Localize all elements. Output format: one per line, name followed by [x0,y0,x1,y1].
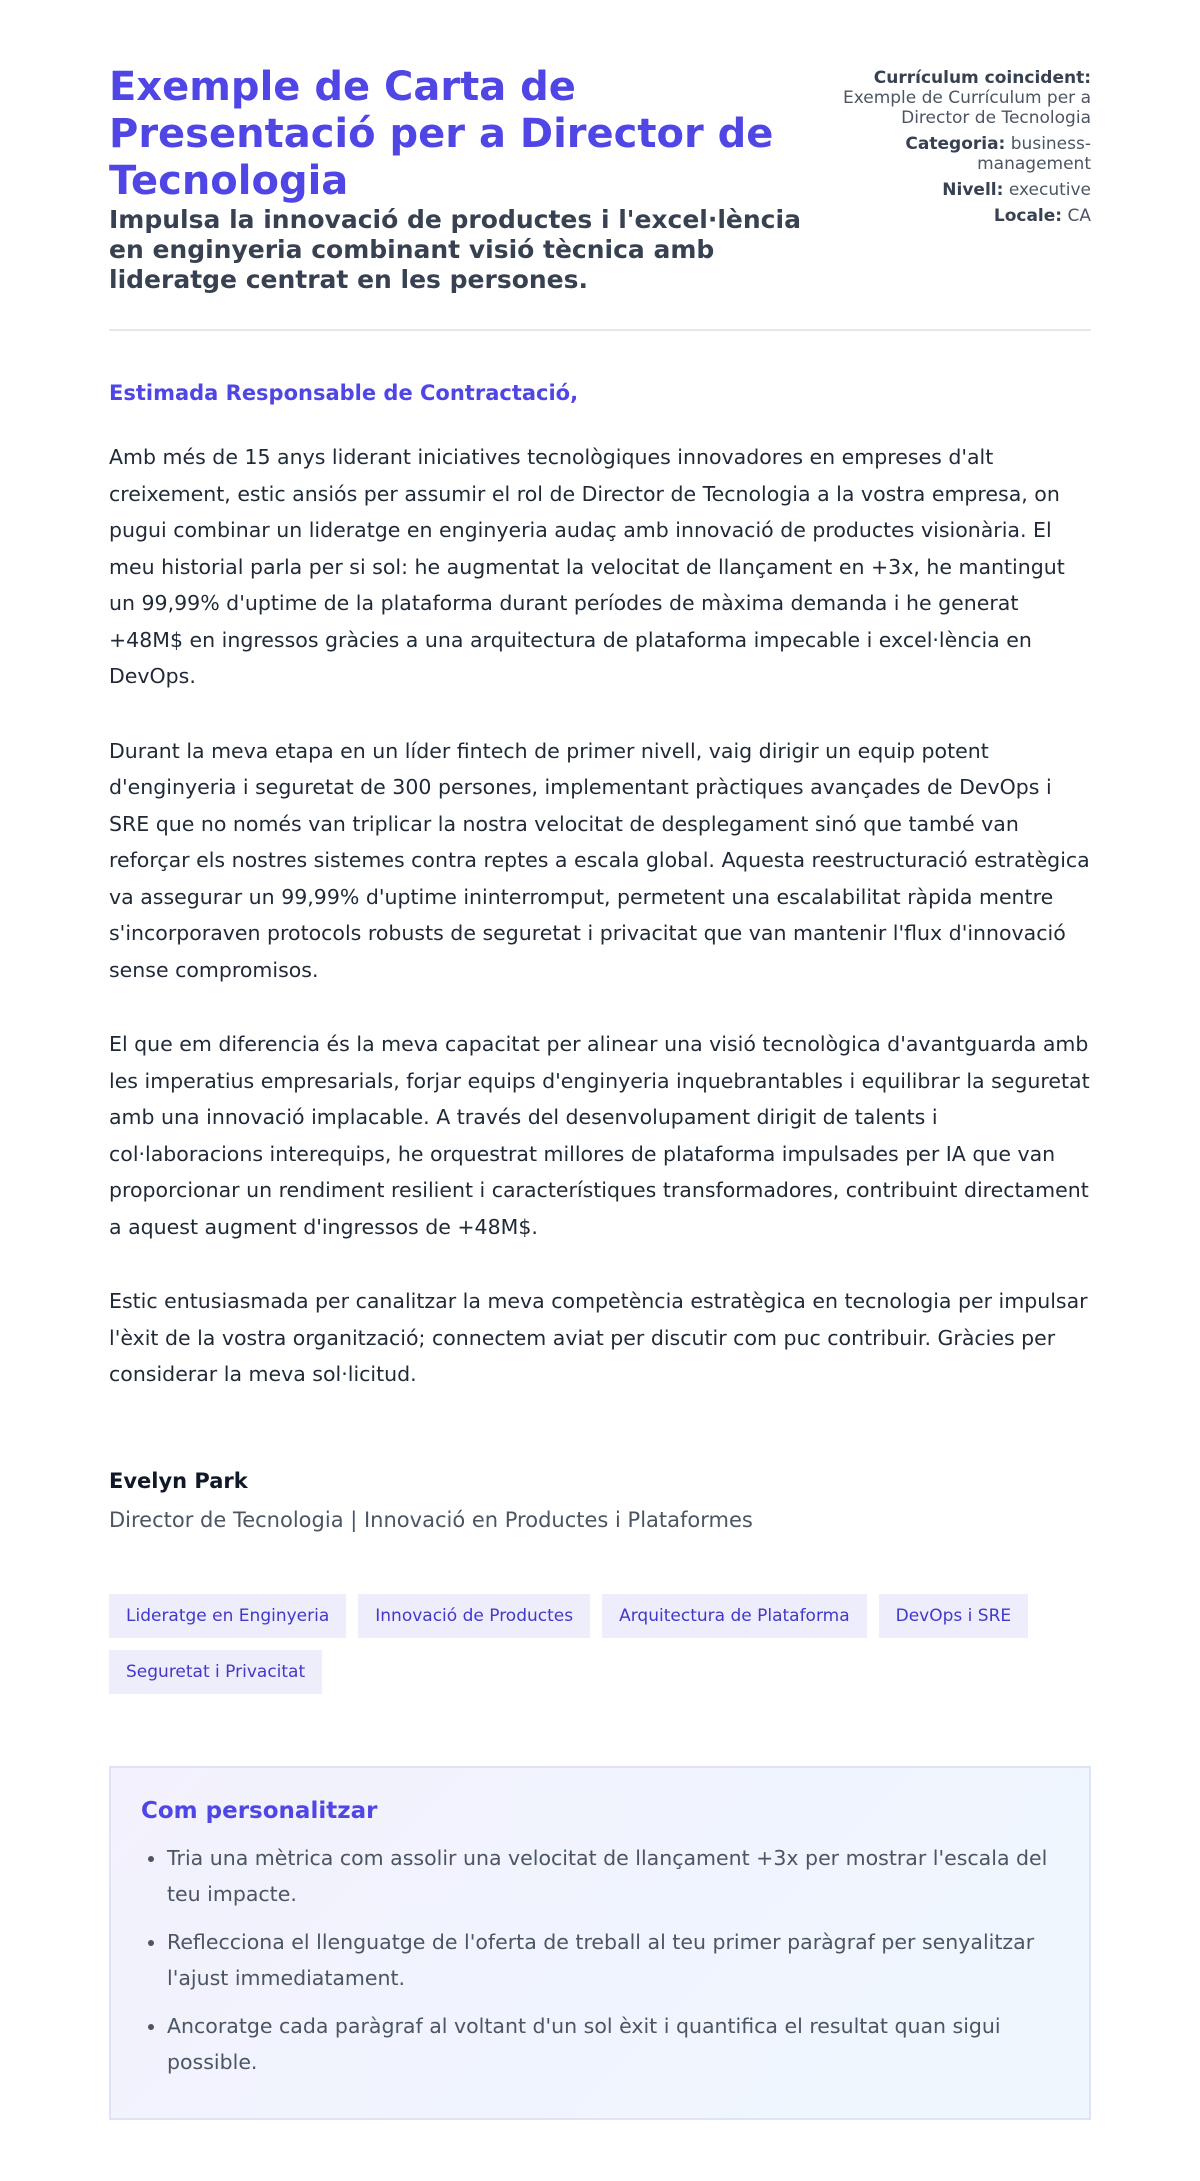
customization-tips-box [109,1766,1091,2120]
letter-paragraph: Estic entusiasmada per canalitzar la meva competència estratègica en tecnologia per impulsar l'èxit de la vostra organització; connectem aviat per discutir com puc contribuir. Gràcies per considerar la meva sol·licitud. [109,1289,1088,1386]
meta-resume-label: Currículum coincident: [873,68,1091,88]
skill-tag: Lideratge en Enginyeria [109,1594,346,1638]
tips-list-item: • Reflecciona el llenguatge de l'oferta de treball al teu primer paràgraf per senyalitzar l'ajust immediatament. [167,1924,1059,1996]
page-subtitle: Impulsa la innovació de productes i l'excel·lència en enginyeria combinant visió tècnica amb lideratge centrat en les persones. [109,205,801,294]
tips-list [141,1840,1059,2080]
letter-paragraph: El que em diferencia és la meva capacitat per alinear una visió tecnològica d'avantguarda amb les imperatius empresarials, forjar equips d'enginyeria inquebrantables i equilibrar la seguretat amb una innovació implacable. A través del desenvolupament dirigit de talents i col·laboracions interequips, he orquestrat millores de plataforma impulsades per IA que van proporcionar un rendiment resilient i característiques transformadores, contribuint directament a aquest augment d'ingressos de +48M$. [109,1032,1090,1239]
letter-body [109,439,1091,1393]
tips-title: Com personalitzar [141,1797,378,1824]
page-title: Exemple de Carta de Presentació per a Director de Tecnologia [109,64,774,204]
meta-matching-resume [821,68,1091,128]
meta-locale-value: CA [1067,206,1091,226]
meta-resume-link[interactable]: Exemple de Currículum per a Director de Tecnologia [842,88,1091,128]
signature-name: Evelyn Park [109,1468,248,1493]
meta-category [821,134,1091,174]
letter-paragraph: Amb més de 15 anys liderant iniciatives tecnològiques innovadores en empreses d'alt creixement, estic ansiós per assumir el rol de Director de Tecnologia a la vostra empresa, on pugui combinar un lideratge en enginyeria audaç amb innovació de productes visionària. El meu historial parla per si sol: he augmentat la velocitat de llançament en +3x, he mantingut un 99,99% d'uptime de la plataforma durant períodes de màxima demanda i he generat +48M$ en ingressos gràcies a una arquitectura de plataforma impecable i excel·lència en DevOps. [109,445,1065,688]
skill-tag: Arquitectura de Plataforma [602,1594,867,1638]
letter-paragraph: Durant la meva etapa en un líder fintech de primer nivell, vaig dirigir un equip potent d'enginyeria i seguretat de 300 persones, implementant pràctiques avançades de DevOps i SRE que no només van triplicar la nostra velocitat de desplegament sinó que també van reforçar els nostres sistemes contra reptes a escala global. Aquesta reestructuració estratègica va assegurar un 99,99% d'uptime ininterromput, permetent una escalabilitat ràpida mentre s'incorporaven protocols robusts de seguretat i privacitat que van mantenir l'flux d'innovació sense compromisos. [109,738,1090,982]
meta-locale [821,206,1091,226]
page-header [109,64,1091,331]
meta-level [821,180,1091,200]
skill-tags [109,1594,1069,1694]
meta-level-value: executive [1008,180,1091,200]
header-titles [109,64,809,295]
skill-tag: Innovació de Productes [358,1594,590,1638]
skill-tag: DevOps i SRE [879,1594,1029,1638]
meta-locale-label: Locale: [993,206,1063,226]
letter-salutation: Estimada Responsable de Contractació, [109,381,579,405]
signature-block [109,1469,1091,1532]
meta-category-label: Categoria: [905,134,1006,154]
signature-role: Director de Tecnologia | Innovació en Productes i Plataformes [109,1507,753,1532]
meta-panel [821,68,1091,232]
meta-category-value: business-management [977,134,1091,174]
meta-level-label: Nivell: [942,180,1004,200]
tips-list-item: • Ancoratge cada paràgraf al voltant d'un sol èxit i quantifica el resultat quan sigui possible. [167,2008,1059,2080]
tips-list-item: • Tria una mètrica com assolir una velocitat de llançament +3x per mostrar l'escala del teu impacte. [167,1840,1059,1912]
skill-tag: Seguretat i Privacitat [109,1650,322,1694]
